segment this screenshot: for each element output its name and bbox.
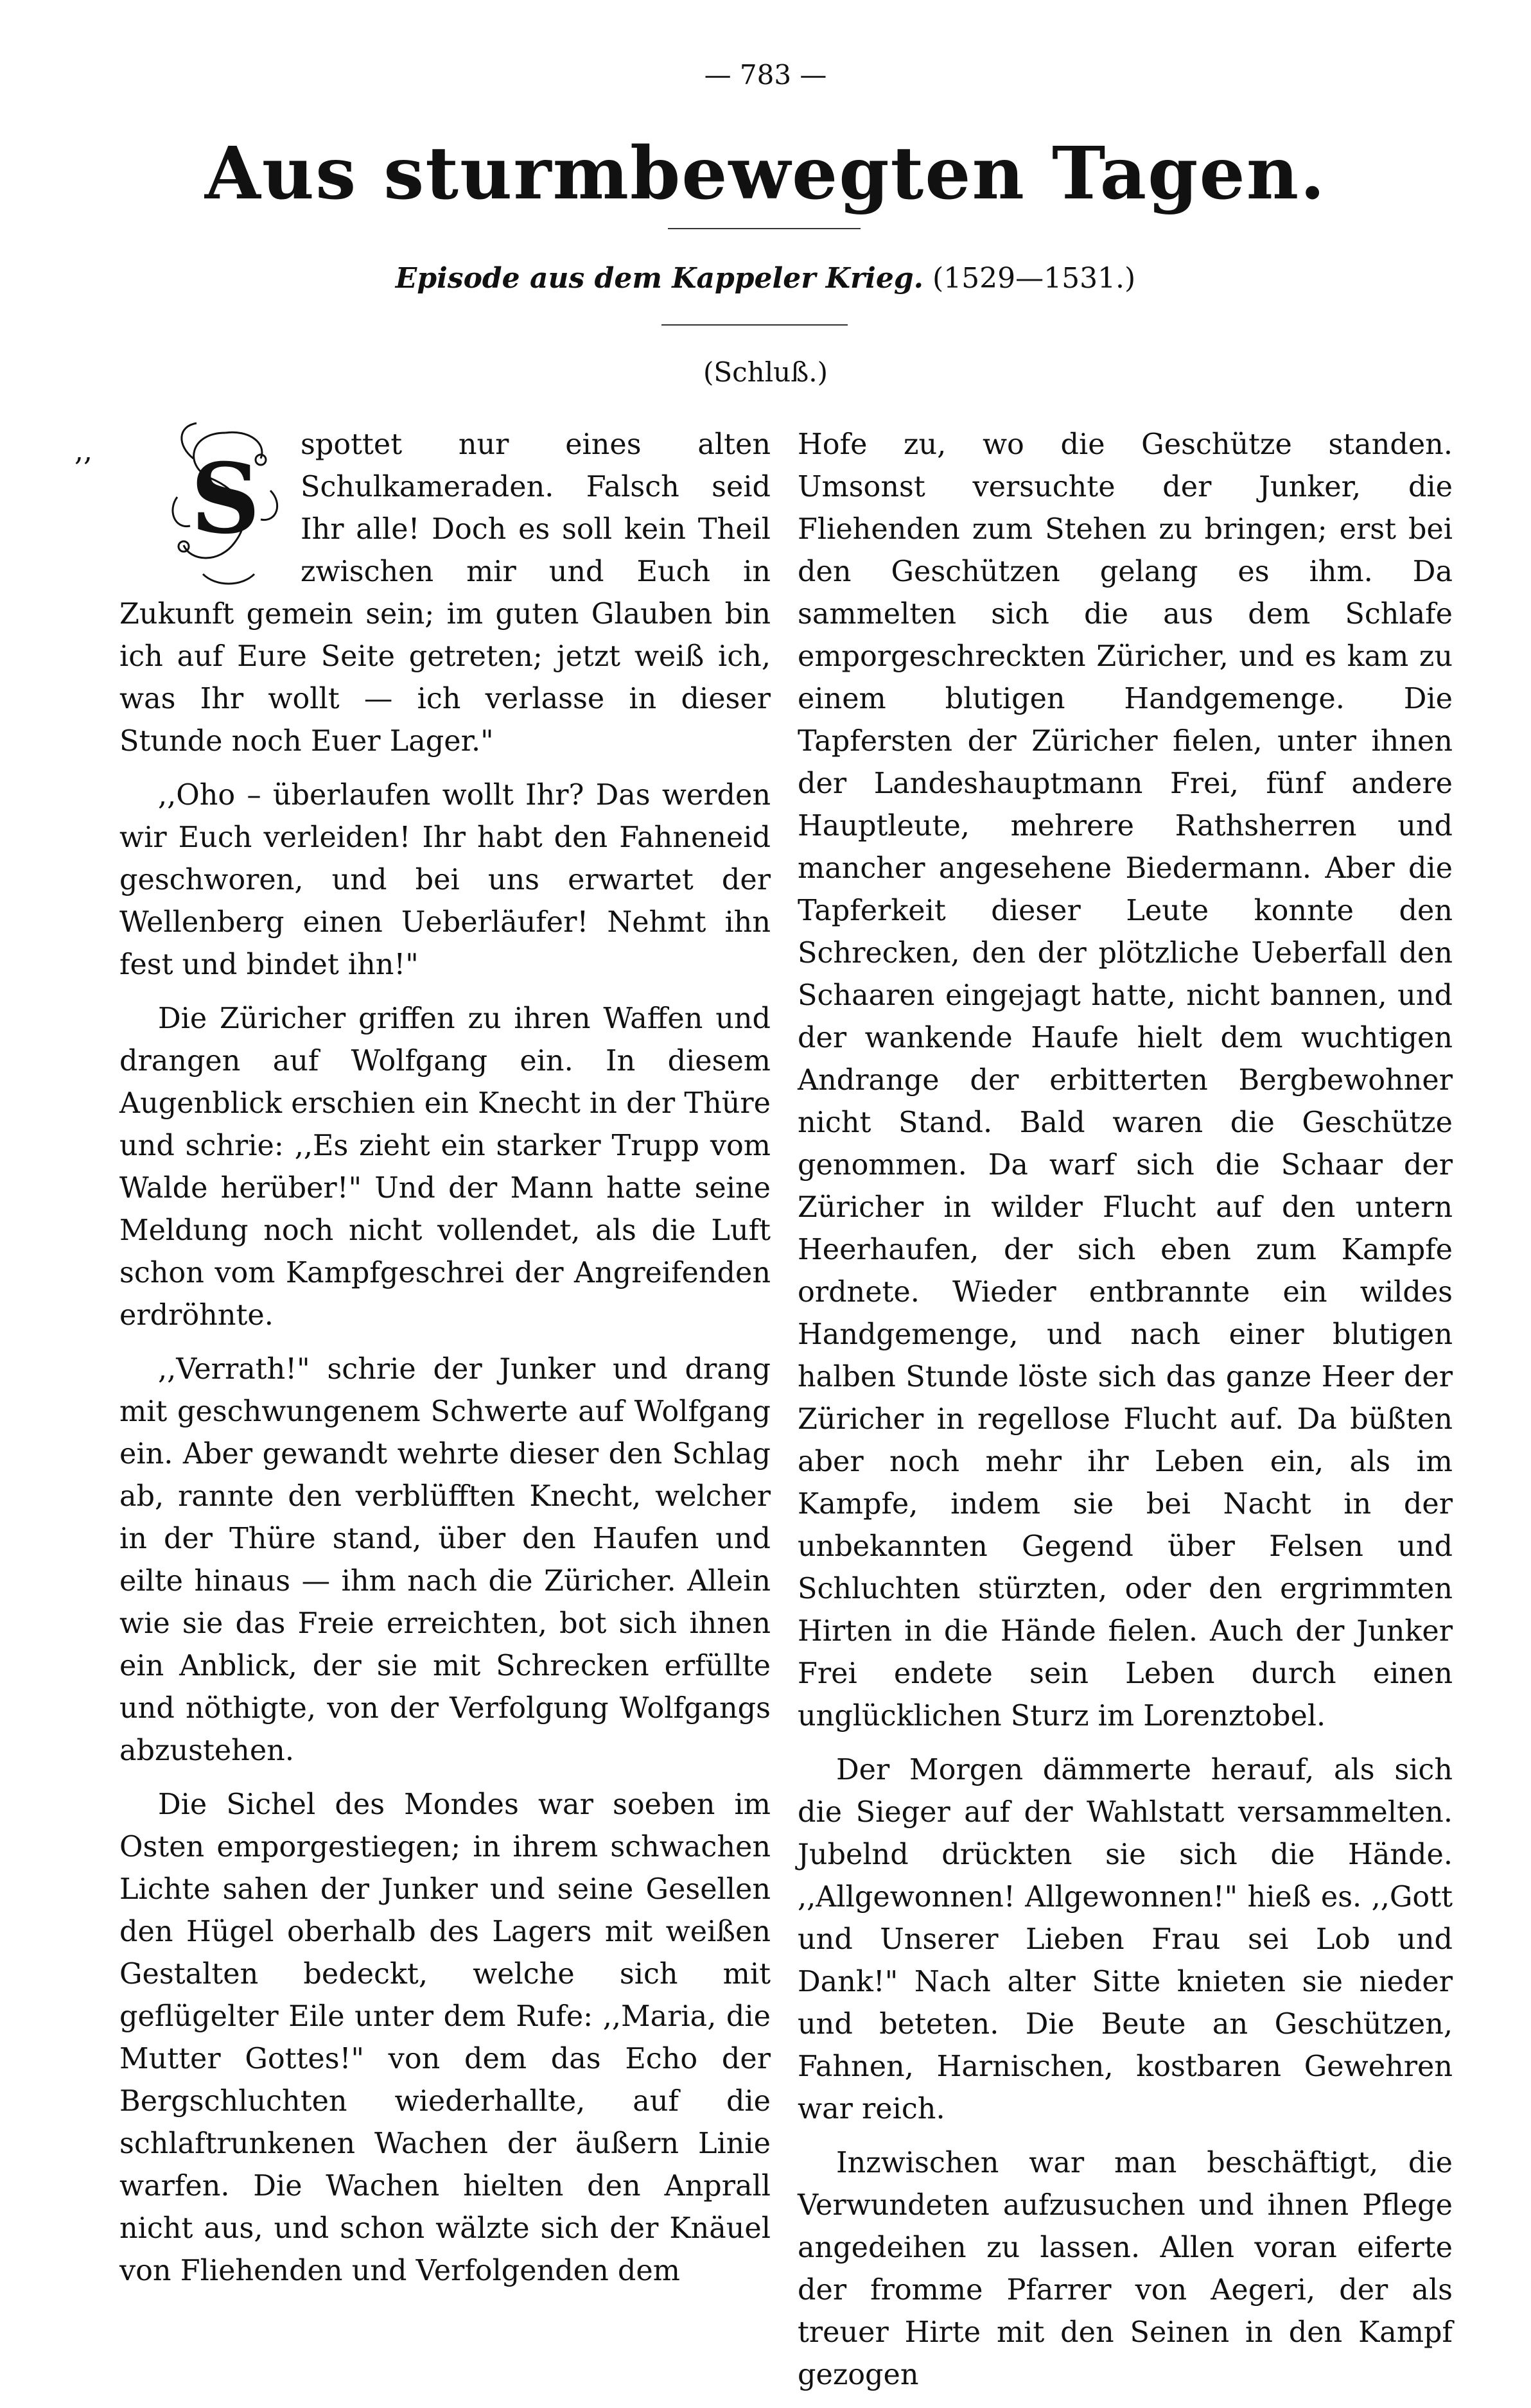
dropcap-letter: S bbox=[190, 442, 261, 555]
paragraph: Die Sichel des Mondes war soeben im Osten emporgestiegen; in ihrem schwachen Lichte sahen der Junker und seine Gesellen den Hügel oberhalb des Lagers mit weißen Gestalten bedeckt, welche sich mit geflügelter Eile unter dem Rufe: ,,Maria, die Mutter Gottes!" von dem das Echo der Bergschluchten wiederhallte, auf die schlaftrunkenen Wachen der äußern Linie warfen. Die Wachen hielten den Anprall nicht aus, und schon wälzte sich der Knäuel von Fliehenden und Verfolgenden dem bbox=[119, 1788, 771, 2287]
paragraph: ,,Oho – überlaufen wollt Ihr? Das werden wir Euch verleiden! Ihr habt den Fahneneid geschworen, und bei uns erwartet der Wellenberg einen Ueberläufer! Nehmt ihn fest und bindet ihn!" bbox=[119, 779, 771, 981]
opening-quote: ,, bbox=[74, 435, 92, 467]
section-marker: (Schluß.) bbox=[703, 356, 828, 388]
page-number: — 783 — bbox=[704, 59, 827, 91]
article-title: Aus sturmbewegten Tagen. bbox=[204, 132, 1327, 216]
right-column bbox=[798, 424, 1453, 2408]
paragraph: Der Morgen dämmerte herauf, als sich die Sieger auf der Wahlstatt versammelten. Jubelnd drückten sie sich die Hände. ,,Allgewonnen! Allgewonnen!" hieß es. ,,Gott und Unserer Lieben Frau sei Lob und Dank!" Nach alter Sitte knieten sie nieder und beteten. Die Beute an Geschützen, Fahnen, Harnischen, kostbaren Gewehren war reich. bbox=[798, 1754, 1453, 2125]
article-subtitle bbox=[0, 262, 1531, 295]
ornamental-dropcap bbox=[164, 420, 286, 593]
dropcap-ornament-icon bbox=[164, 420, 286, 593]
paragraph bbox=[74, 424, 771, 763]
paragraph: Hofe zu, wo die Geschütze standen. Umsonst versuchte der Junker, die Fliehenden zum Stehen zu bringen; erst bei den Geschützen gelang es ihm. Da sammelten sich die aus dem Schlafe emporgeschreckten Züricher, und es kam zu einem blutigen Handgemenge. Die Tapfersten der Züricher fielen, unter ihnen der Landeshauptmann Frei, fünf andere Hauptleute, mehrere Rathsherren und mancher angesehene Biedermann. Aber die Tapferkeit dieser Leute konnte den Schrecken, den der plötzliche Ueberfall den Schaaren eingejagt hatte, nicht bannen, und der wankende Haufe hielt dem wuchtigen Andrange der erbitterten Bergbewohner nicht Stand. Bald waren die Geschütze genommen. Da warf sich die Schaar der Züricher in wilder Flucht auf den untern Heerhaufen, der sich eben zum Kampfe ordnete. Wieder entbrannte ein wildes Handgemenge, und nach einer blutigen halben Stunde löste sich das ganze Heer der Züricher in regellose Flucht auf. Da büßten aber noch mehr ihr Leben ein, als im Kampfe, indem sie bei Nacht in der unbekannten Gegend über Felsen und Schluchten stürzten, oder den ergrimmten Hirten in die Hände fielen. Auch der Junker Frei endete sein Leben durch einen unglücklichen Sturz im Lorenztobel. bbox=[798, 428, 1453, 1732]
subtitle-divider bbox=[661, 324, 848, 326]
paragraph: ,,Verrath!" schrie der Junker und drang mit geschwungenem Schwerte auf Wolfgang ein. Aber gewandt wehrte dieser den Schlag ab, rannte den verblüfften Knecht, welcher in der Thüre stand, über den Haufen und eilte hinaus — ihm nach die Züricher. Allein wie sie das Freie erreichten, bot sich ihnen ein Anblick, der sie mit Schrecken erfüllte und nöthigte, von der Verfolgung Wolfgangs abzustehen. bbox=[119, 1353, 771, 1767]
paragraph-text: spottet nur eines alten Schulkameraden. Falsch seid Ihr alle! Doch es soll kein Theil zwischen mir und Euch in Zukunft gemein sein; im guten Glauben bin ich auf Eure Seite getreten; jetzt weiß ich, was Ihr wollt — ich verlasse in dieser Stunde noch Euer Lager." bbox=[119, 428, 771, 758]
paragraph: Inzwischen war man beschäftigt, die Verwundeten aufzusuchen und ihnen Pflege angedeihen zu lassen. Allen voran eiferte der fromme Pfarrer von Aegeri, der als treuer Hirte mit den Seinen in den Kampf gezogen bbox=[798, 2147, 1453, 2391]
subtitle-years: (1529—1531.) bbox=[932, 262, 1136, 295]
subtitle-main: Episode aus dem Kappeler Krieg. bbox=[395, 262, 923, 295]
title-divider bbox=[668, 228, 861, 229]
paragraph: Die Züricher griffen zu ihren Waffen und drangen auf Wolfgang ein. In diesem Augenblick erschien ein Knecht in der Thüre und schrie: ,,Es zieht ein starker Trupp vom Walde herüber!" Und der Mann hatte seine Meldung noch nicht vollendet, als die Luft schon vom Kampfgeschrei der Angreifenden erdröhnte. bbox=[119, 1002, 771, 1332]
left-column bbox=[74, 424, 771, 2304]
